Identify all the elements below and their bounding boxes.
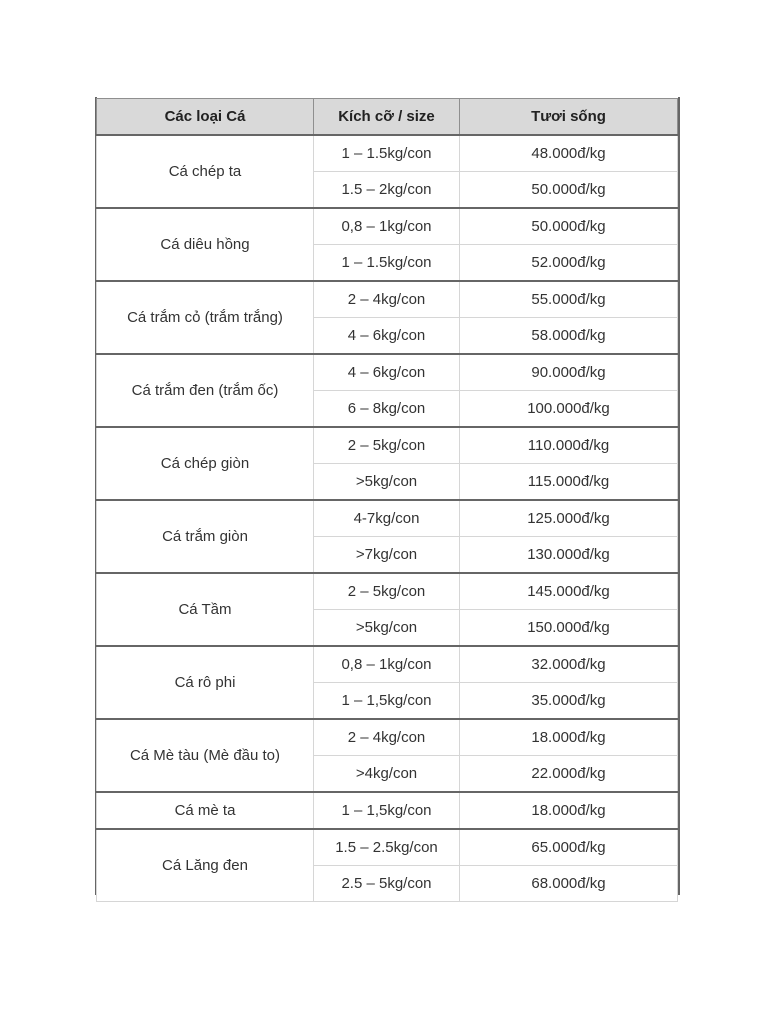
size-cell: >4kg/con [314,756,460,793]
price-cell: 68.000đ/kg [460,866,678,902]
size-cell: 6 – 8kg/con [314,391,460,428]
size-cell: 2 – 5kg/con [314,427,460,464]
price-cell: 32.000đ/kg [460,646,678,683]
size-cell: 0,8 – 1kg/con [314,208,460,245]
species-name-cell: Cá mè ta [97,792,314,829]
size-cell: 4 – 6kg/con [314,318,460,355]
table-row [97,281,678,318]
price-cell: 50.000đ/kg [460,172,678,209]
table-row [97,500,678,537]
species-name-cell: Cá Lăng đen [97,829,314,902]
price-cell: 22.000đ/kg [460,756,678,793]
header-size: Kích cỡ / size [314,99,460,136]
size-cell: 1 – 1,5kg/con [314,792,460,829]
price-cell: 35.000đ/kg [460,683,678,720]
table-header-row [97,99,678,136]
table-row [97,719,678,756]
price-cell: 100.000đ/kg [460,391,678,428]
species-name-cell: Cá trắm đen (trắm ốc) [97,354,314,427]
species-name-cell: Cá trắm cỏ (trắm trắng) [97,281,314,354]
species-name-cell: Cá diêu hồng [97,208,314,281]
header-fresh-price: Tươi sống [460,99,678,136]
price-cell: 110.000đ/kg [460,427,678,464]
header-species: Các loại Cá [97,99,314,136]
size-cell: 1 – 1,5kg/con [314,683,460,720]
size-cell: 2 – 4kg/con [314,281,460,318]
price-cell: 90.000đ/kg [460,354,678,391]
species-name-cell: Cá chép giòn [97,427,314,500]
table-row [97,208,678,245]
price-cell: 65.000đ/kg [460,829,678,866]
price-cell: 18.000đ/kg [460,792,678,829]
price-cell: 55.000đ/kg [460,281,678,318]
size-cell: 4-7kg/con [314,500,460,537]
table-row [97,573,678,610]
price-cell: 18.000đ/kg [460,719,678,756]
size-cell: 2 – 4kg/con [314,719,460,756]
size-cell: 4 – 6kg/con [314,354,460,391]
price-cell: 50.000đ/kg [460,208,678,245]
species-name-cell: Cá trắm giòn [97,500,314,573]
table-row [97,792,678,829]
table-body [97,135,678,902]
fish-price-table [96,98,678,902]
size-cell: 2 – 5kg/con [314,573,460,610]
price-cell: 48.000đ/kg [460,135,678,172]
price-cell: 52.000đ/kg [460,245,678,282]
size-cell: 0,8 – 1kg/con [314,646,460,683]
size-cell: 2.5 – 5kg/con [314,866,460,902]
price-cell: 150.000đ/kg [460,610,678,647]
species-name-cell: Cá chép ta [97,135,314,208]
price-cell: 58.000đ/kg [460,318,678,355]
table-row [97,354,678,391]
table-row [97,135,678,172]
size-cell: >5kg/con [314,610,460,647]
species-name-cell: Cá rô phi [97,646,314,719]
price-cell: 145.000đ/kg [460,573,678,610]
species-name-cell: Cá Mè tàu (Mè đầu to) [97,719,314,792]
table-row [97,646,678,683]
size-cell: 1 – 1.5kg/con [314,245,460,282]
size-cell: >7kg/con [314,537,460,574]
price-cell: 115.000đ/kg [460,464,678,501]
size-cell: >5kg/con [314,464,460,501]
price-cell: 130.000đ/kg [460,537,678,574]
table-row [97,829,678,866]
size-cell: 1.5 – 2kg/con [314,172,460,209]
size-cell: 1 – 1.5kg/con [314,135,460,172]
size-cell: 1.5 – 2.5kg/con [314,829,460,866]
price-cell: 125.000đ/kg [460,500,678,537]
species-name-cell: Cá Tầm [97,573,314,646]
table-row [97,427,678,464]
